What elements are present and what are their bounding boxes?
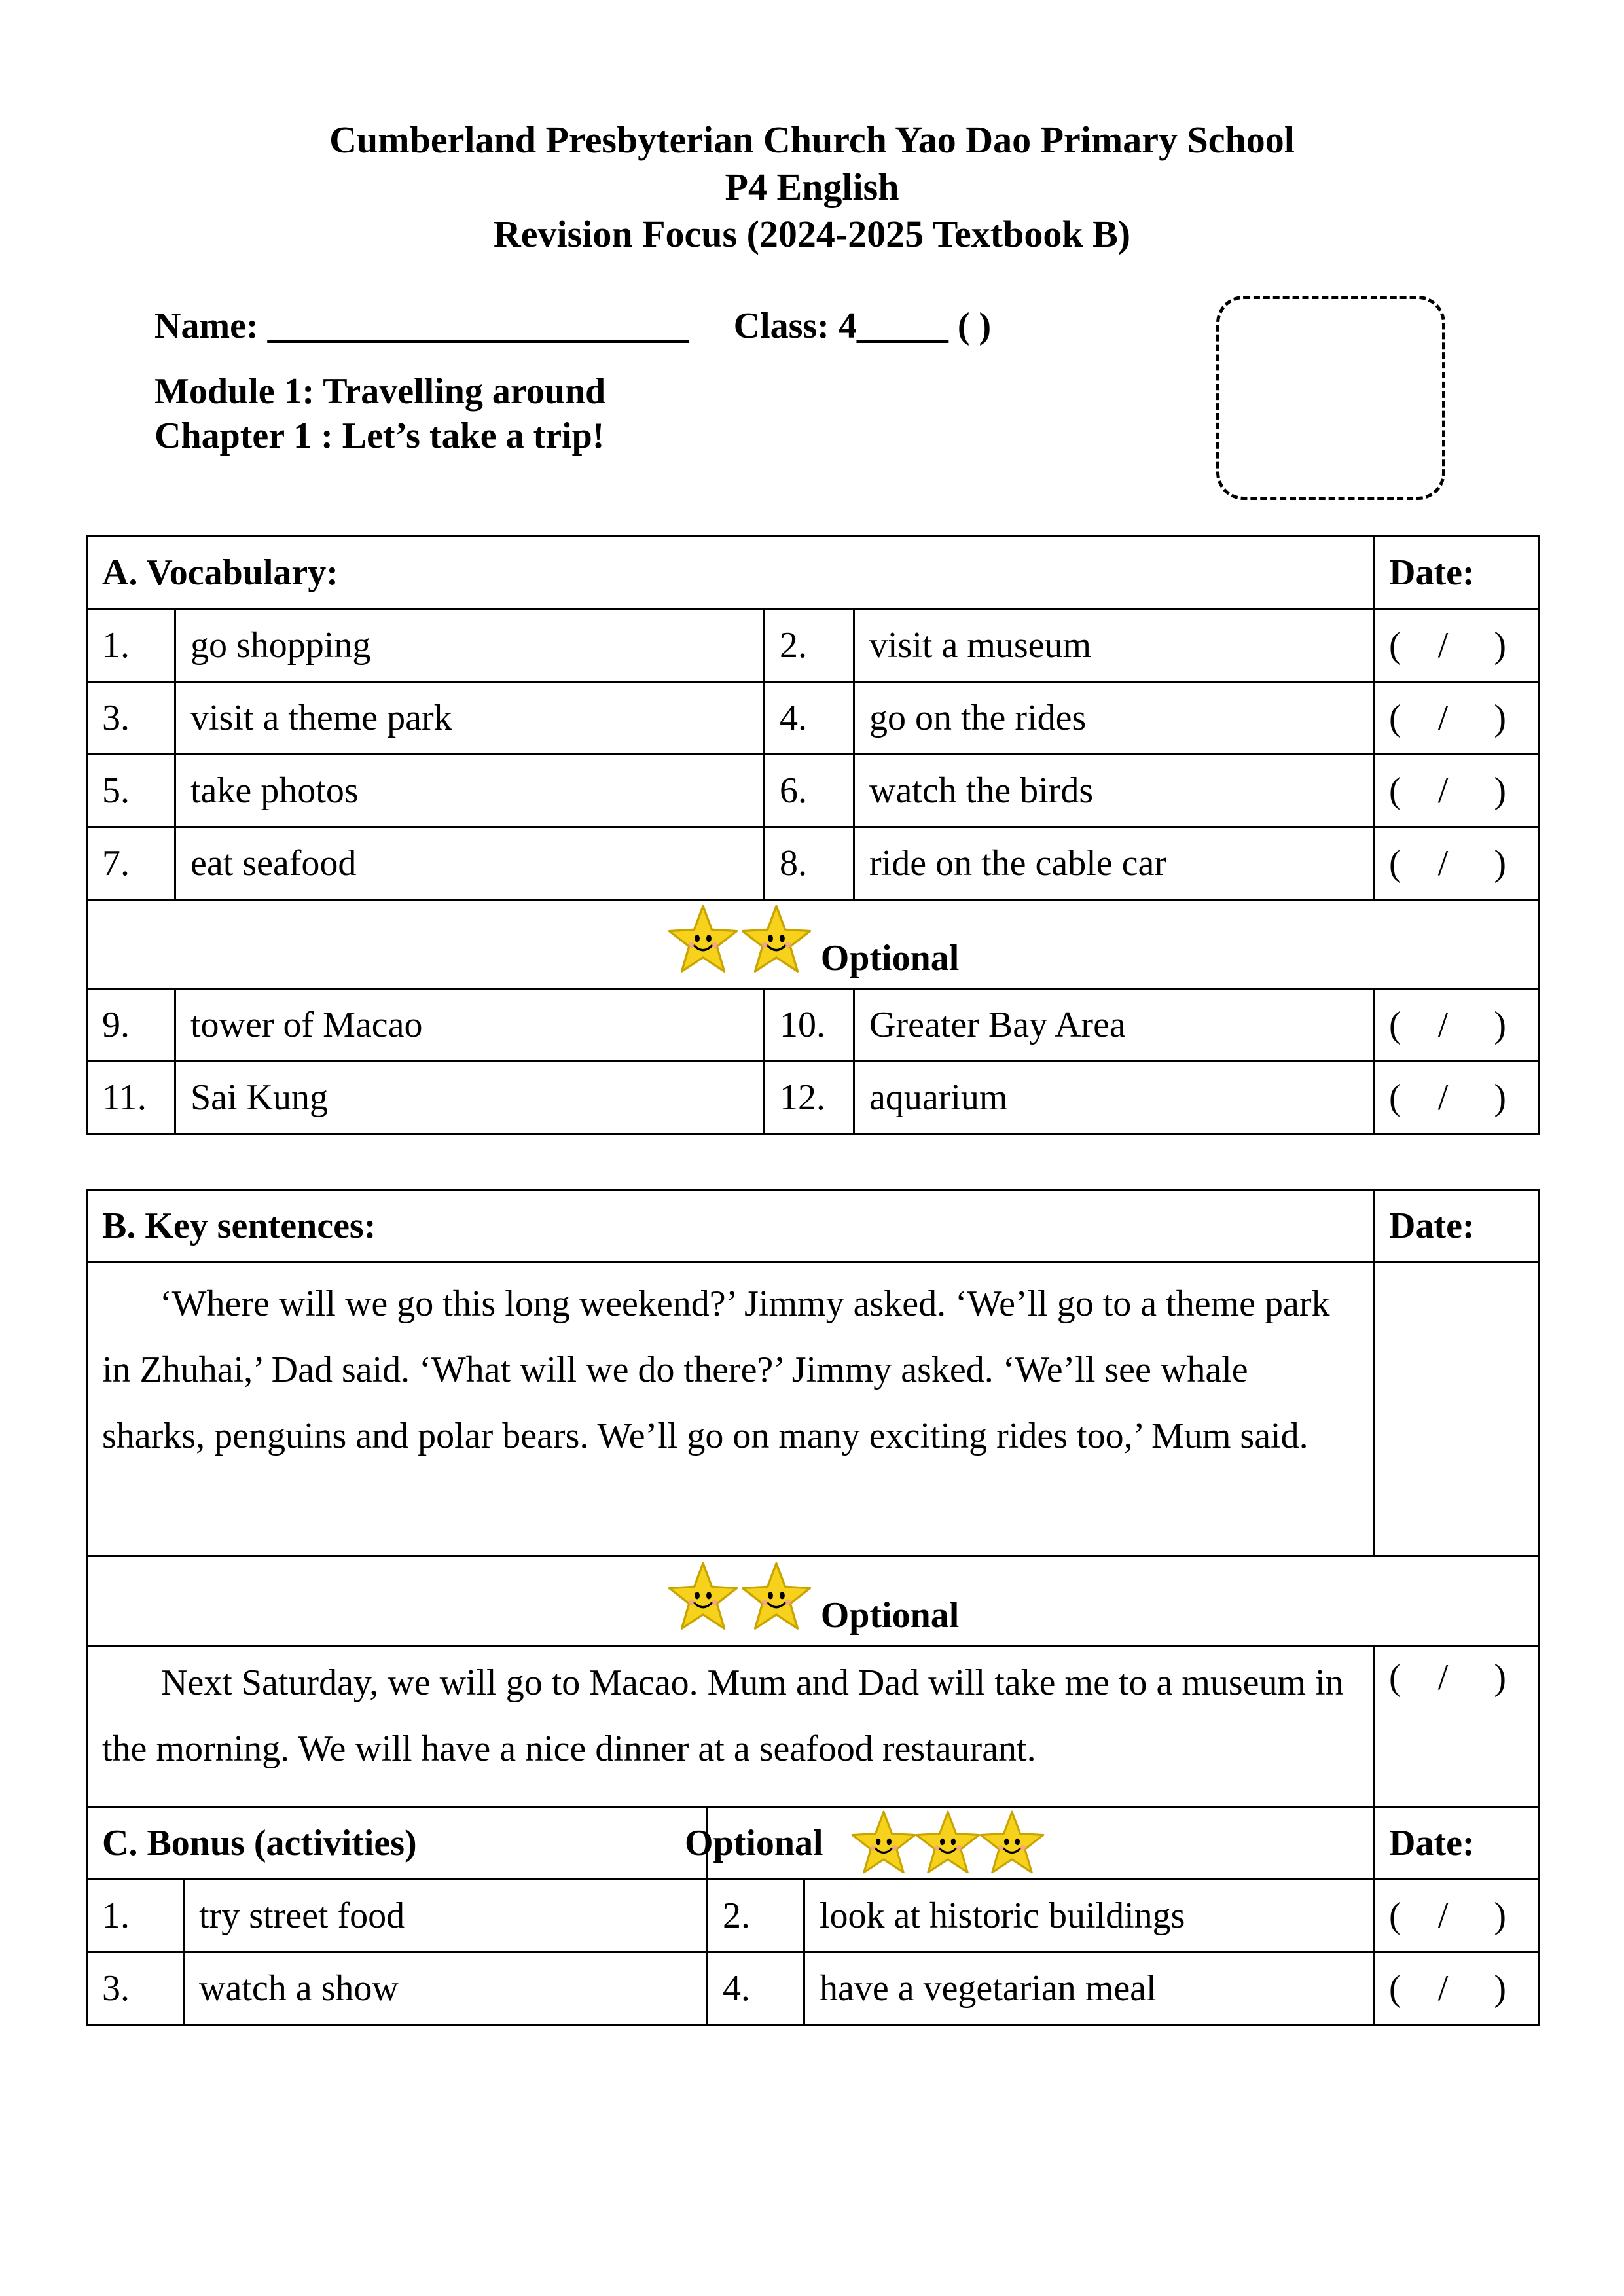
activity-item: have a vegetarian meal — [804, 1952, 1374, 2025]
date-field[interactable]: ( / ) — [1374, 1952, 1539, 2025]
bonus-table — [86, 1806, 1540, 2026]
vocab-item: Sai Kung — [175, 1062, 765, 1134]
vocab-item: visit a museum — [854, 609, 1374, 682]
table-row — [87, 609, 1539, 682]
item-number: 10. — [765, 989, 854, 1062]
date-field[interactable]: ( / ) — [1374, 609, 1539, 682]
key-sentences-table — [86, 1189, 1540, 1808]
date-field[interactable]: ( / ) — [1374, 1880, 1539, 1952]
table-row — [87, 1952, 1539, 2025]
item-number: 4. — [708, 1952, 804, 2025]
table-row — [87, 1062, 1539, 1134]
school-name: Cumberland Presbyterian Church Yao Dao Primary School — [329, 118, 1295, 161]
chapter-title: Chapter 1 : Let’s take a trip! — [154, 416, 605, 456]
vocabulary-table — [86, 535, 1540, 1135]
date-field[interactable]: ( / ) — [1374, 1062, 1539, 1134]
vocab-item: take photos — [175, 755, 765, 827]
sticker-box — [1216, 296, 1445, 500]
date-field[interactable] — [1374, 1263, 1539, 1556]
vocab-item: go on the rides — [854, 682, 1374, 755]
module-title: Module 1: Travelling around — [154, 371, 606, 412]
document-title: Revision Focus (2024-2025 Textbook B) — [493, 213, 1131, 255]
item-number: 8. — [765, 827, 854, 900]
optional-paragraph: Next Saturday, we will go to Macao. Mum and Dad will take me to a museum in the morning. We will have a nice dinner at a seafood restaurant. — [87, 1647, 1374, 1807]
date-field[interactable]: ( / ) — [1374, 1647, 1539, 1807]
section-b-date-label: Date: — [1374, 1190, 1539, 1263]
table-row — [87, 989, 1539, 1062]
date-field[interactable]: ( / ) — [1374, 827, 1539, 900]
section-c-heading: C. Bonus (activities) — [87, 1807, 708, 1880]
star-icon — [740, 1560, 813, 1634]
star-icon — [914, 1809, 982, 1877]
vocab-item: Greater Bay Area — [854, 989, 1374, 1062]
vocab-item: eat seafood — [175, 827, 765, 900]
optional-label: Optional — [820, 937, 960, 978]
item-number: 4. — [765, 682, 854, 755]
optional-banner — [87, 900, 1539, 989]
item-number: 1. — [87, 609, 175, 682]
section-a-date-label: Date: — [1374, 537, 1539, 609]
name-class-line — [154, 305, 991, 347]
star-icon — [666, 1560, 740, 1634]
section-c-optional — [685, 1807, 1374, 1880]
item-number: 5. — [87, 755, 175, 827]
optional-label: Optional — [685, 1823, 823, 1863]
activity-item: watch a show — [184, 1952, 708, 2025]
item-number: 3. — [87, 682, 175, 755]
vocab-item: ride on the cable car — [854, 827, 1374, 900]
table-row — [87, 755, 1539, 827]
activity-item: try street food — [184, 1880, 708, 1952]
star-icon — [978, 1809, 1046, 1877]
date-field[interactable]: ( / ) — [1374, 755, 1539, 827]
vocab-item: go shopping — [175, 609, 765, 682]
item-number: 2. — [765, 609, 854, 682]
item-number: 1. — [87, 1880, 184, 1952]
name-field[interactable]: Name: _______________________ — [154, 306, 689, 346]
class-field[interactable]: Class: 4_____ ( ) — [733, 306, 992, 346]
vocab-item: aquarium — [854, 1062, 1374, 1134]
vocab-item: watch the birds — [854, 755, 1374, 827]
vocab-item: visit a theme park — [175, 682, 765, 755]
star-icon — [740, 903, 813, 977]
star-icon — [666, 903, 740, 977]
section-a-heading: A. Vocabulary: — [87, 537, 1374, 609]
table-row — [87, 827, 1539, 900]
section-b-heading: B. Key sentences: — [87, 1190, 1374, 1263]
item-number: 9. — [87, 989, 175, 1062]
date-field[interactable]: ( / ) — [1374, 989, 1539, 1062]
item-number: 12. — [765, 1062, 854, 1134]
item-number: 11. — [87, 1062, 175, 1134]
star-icon — [850, 1809, 918, 1877]
table-row — [87, 682, 1539, 755]
table-row — [87, 1880, 1539, 1952]
subject-title: P4 English — [725, 166, 899, 208]
key-sentences-paragraph: ‘Where will we go this long weekend?’ Jimmy asked. ‘We’ll go to a theme park in Zhuhai,’ Dad said. ‘What will we do there?’ Jimmy asked. ‘We’ll see whale sharks, penguins and polar bears. We’ll go on many exciting rides too,’ Mum said. — [87, 1263, 1374, 1556]
document-header — [0, 117, 1624, 258]
activity-item: look at historic buildings — [804, 1880, 1374, 1952]
item-number: 6. — [765, 755, 854, 827]
item-number: 2. — [708, 1880, 804, 1952]
item-number: 3. — [87, 1952, 184, 2025]
section-c-date-label: Date: — [1374, 1807, 1539, 1880]
optional-label: Optional — [820, 1594, 960, 1636]
date-field[interactable]: ( / ) — [1374, 682, 1539, 755]
item-number: 7. — [87, 827, 175, 900]
vocab-item: tower of Macao — [175, 989, 765, 1062]
optional-banner — [87, 1556, 1539, 1647]
